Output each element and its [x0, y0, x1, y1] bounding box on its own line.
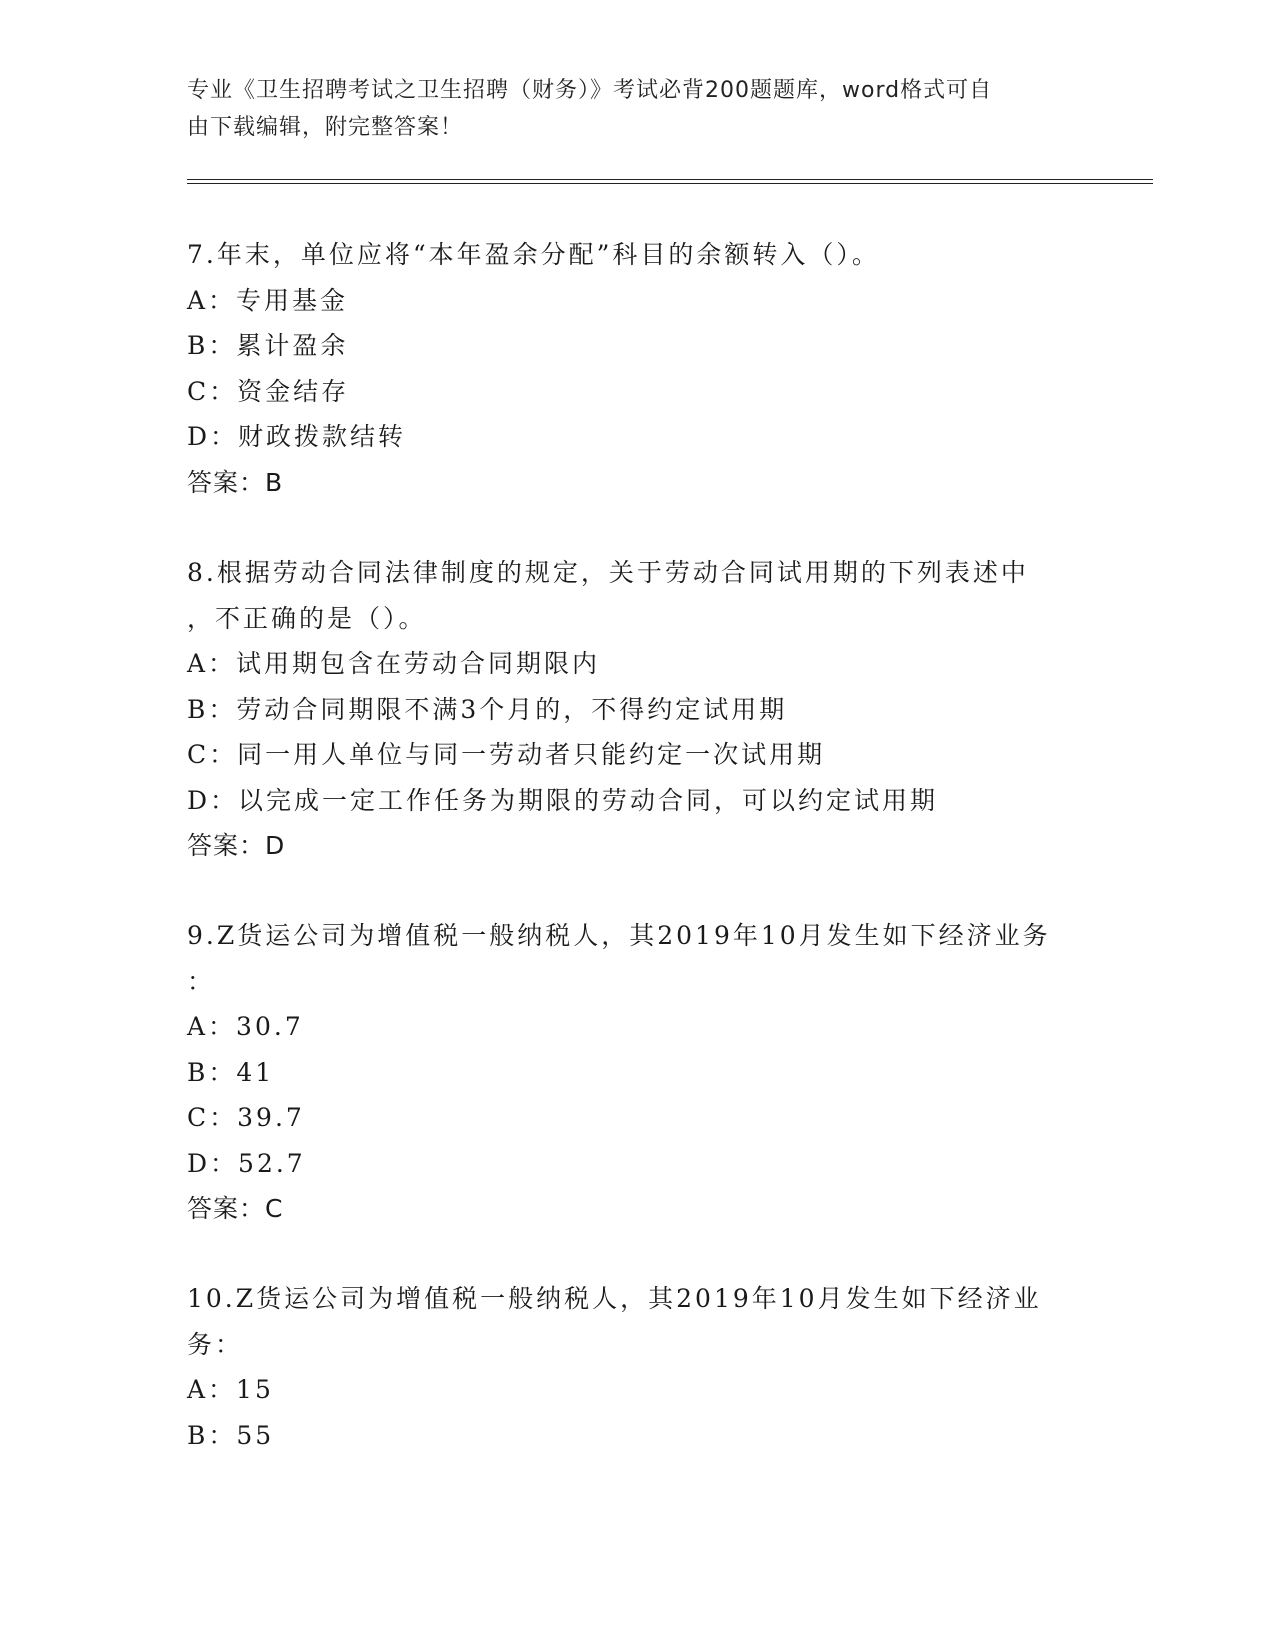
option-a: A：15 — [187, 1375, 274, 1404]
header-divider-bottom — [187, 183, 1153, 184]
option-d: D：以完成一定工作任务为期限的劳动合同，可以约定试用期 — [187, 785, 939, 815]
option-b: B：55 — [187, 1420, 275, 1450]
question-stem: 8.根据劳动合同法律制度的规定，关于劳动合同试用期的下列表述中 — [187, 558, 1029, 587]
question-stem-continued: ： — [187, 966, 216, 996]
option-c: C：同一用人单位与同一劳动者只能约定一次试用期 — [187, 740, 826, 769]
option-c: C：资金结存 — [187, 376, 350, 406]
option-b: B：累计盈余 — [187, 331, 349, 360]
option-a: A：30.7 — [187, 1012, 304, 1041]
option-d: D：52.7 — [187, 1148, 306, 1178]
answer: 答案：B — [187, 467, 284, 497]
option-a: A：专用基金 — [187, 285, 349, 315]
header-line-1: 专业《卫生招聘考试之卫生招聘（财务）》考试必背200题题库，word格式可自 — [187, 78, 993, 103]
option-a: A：试用期包含在劳动合同期限内 — [187, 649, 601, 678]
question-stem: 9.Z货运公司为增值税一般纳税人，其2019年10月发生如下经济业务 — [187, 921, 1051, 950]
answer: 答案：D — [187, 831, 286, 860]
document-header — [187, 72, 1067, 146]
question-7 — [187, 232, 1087, 505]
option-b: B：劳动合同期限不满3个月的，不得约定试用期 — [187, 694, 788, 724]
question-stem: 10.Z货运公司为增值税一般纳税人，其2019年10月发生如下经济业 — [187, 1284, 1042, 1313]
question-10 — [187, 1276, 1087, 1458]
answer: 答案：C — [187, 1194, 284, 1223]
option-b: B：41 — [187, 1057, 275, 1087]
question-9 — [187, 913, 1087, 1232]
option-d: D：财政拨款结转 — [187, 422, 407, 451]
header-line-2: 由下载编辑，附完整答案！ — [187, 115, 464, 140]
question-8 — [187, 550, 1087, 869]
option-c: C：39.7 — [187, 1103, 305, 1132]
header-divider-top — [187, 179, 1153, 180]
question-stem-continued: ，不正确的是（）。 — [187, 603, 427, 633]
question-stem-continued: 务： — [187, 1329, 244, 1359]
question-stem: 7.年末，单位应将“本年盈余分配”科目的余额转入（）。 — [187, 240, 880, 269]
